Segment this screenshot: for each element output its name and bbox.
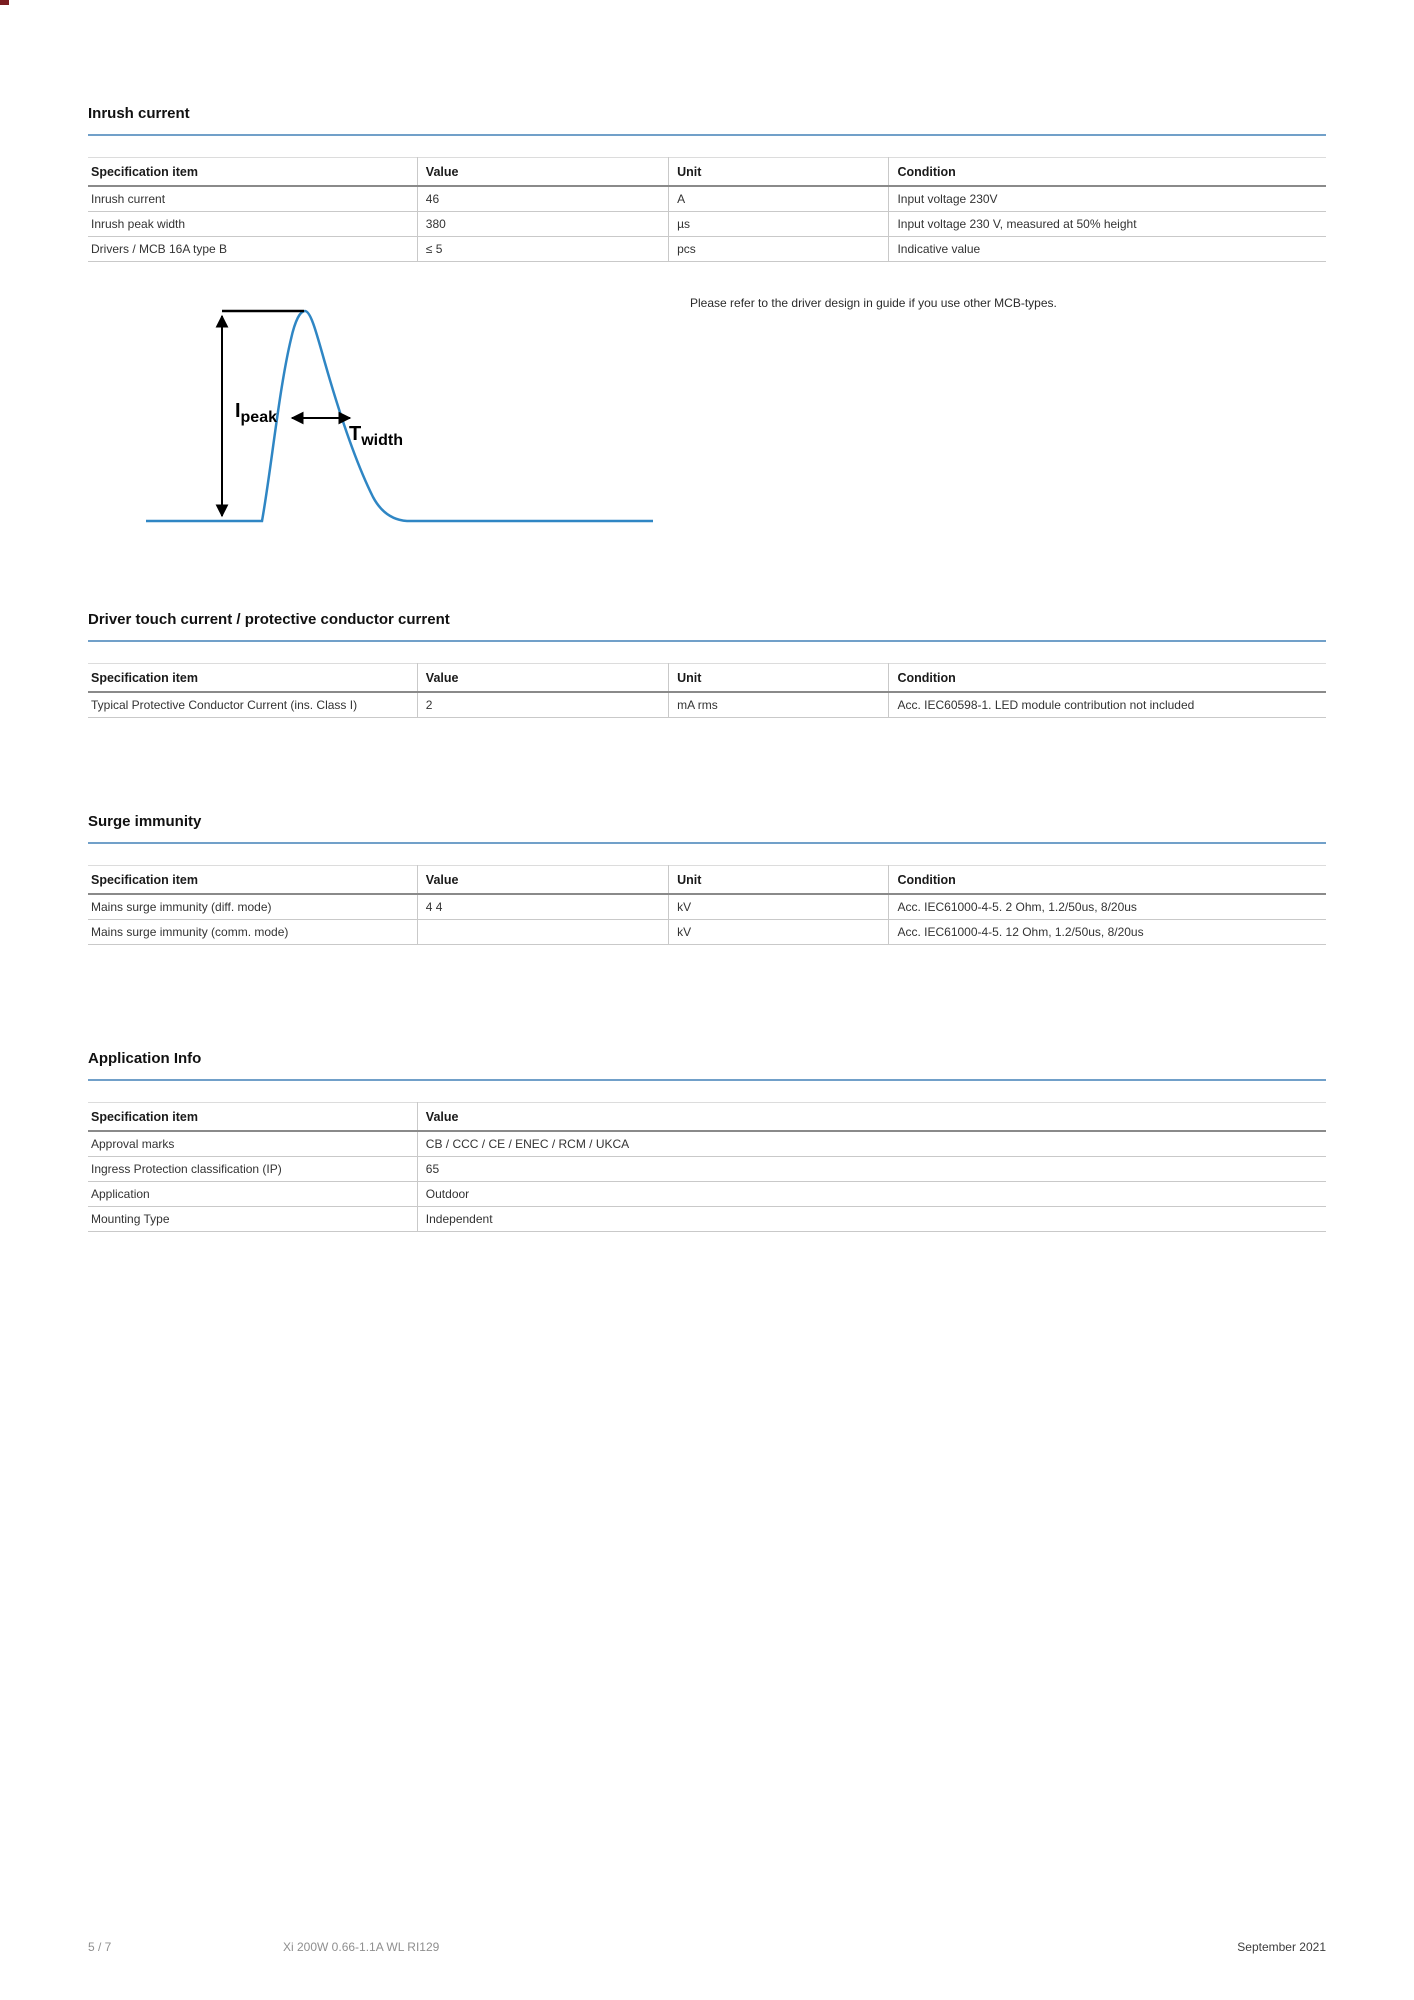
column-header: Unit: [669, 158, 889, 187]
table-cell: Approval marks: [88, 1131, 417, 1157]
table-row: [88, 692, 1326, 718]
mcb-note: Please refer to the driver design in guide if you use other MCB-types.: [690, 296, 1057, 310]
datasheet-page-content: [88, 0, 1326, 1232]
table-cell: Input voltage 230V: [889, 186, 1326, 212]
column-header: Value: [417, 158, 668, 187]
inrush-current-table: [88, 157, 1326, 262]
table-cell: pcs: [669, 237, 889, 262]
table-cell: Ingress Protection classification (IP): [88, 1157, 417, 1182]
column-header: Condition: [889, 866, 1326, 895]
table-cell: Acc. IEC61000-4-5. 12 Ohm, 1.2/50us, 8/20us: [889, 920, 1326, 945]
table-cell: Outdoor: [417, 1182, 1326, 1207]
ipeak-label: [145, 400, 277, 426]
section-title-surge: Surge immunity: [88, 813, 202, 830]
table-cell: ≤ 5: [417, 237, 668, 262]
publication-date: September 2021: [1237, 1940, 1326, 1954]
table-cell: Input voltage 230 V, measured at 50% height: [889, 212, 1326, 237]
column-header: Specification item: [88, 866, 417, 895]
header-row: [88, 1103, 1326, 1132]
section-surge-immunity: [88, 813, 1326, 945]
section-application-info: [88, 1050, 1326, 1232]
header-row: [88, 866, 1326, 895]
table-cell: kV: [669, 894, 889, 920]
twidth-label-base: T: [349, 423, 362, 445]
table-row: [88, 920, 1326, 945]
table-row: [88, 1182, 1326, 1207]
column-header: Specification item: [88, 158, 417, 187]
touch-current-table: [88, 663, 1326, 718]
product-name: Xi 200W 0.66-1.1A WL RI129: [283, 1940, 440, 1954]
table-cell: Inrush peak width: [88, 212, 417, 237]
section-divider: [88, 134, 1326, 136]
table-cell: A: [669, 186, 889, 212]
table-row: [88, 237, 1326, 262]
section-inrush-current: [88, 105, 1326, 531]
table-row: [88, 1131, 1326, 1157]
table-cell: 46: [417, 186, 668, 212]
table-cell: mA rms: [669, 692, 889, 718]
application-info-table: [88, 1102, 1326, 1232]
column-header: Value: [417, 664, 668, 693]
table-cell: 2: [417, 692, 668, 718]
table-cell: Typical Protective Conductor Current (ins. Class I): [88, 692, 417, 718]
table-cell: Acc. IEC61000-4-5. 2 Ohm, 1.2/50us, 8/20us: [889, 894, 1326, 920]
table-cell: Indicative value: [889, 237, 1326, 262]
ipeak-label-base: I: [234, 400, 241, 422]
twidth-label-sub: width: [361, 432, 403, 449]
table-row: [88, 186, 1326, 212]
table-cell: µs: [669, 212, 889, 237]
section-title-application: Application Info: [88, 1050, 202, 1067]
column-header: Value: [417, 866, 668, 895]
table-row: [88, 894, 1326, 920]
table-cell: Inrush current: [88, 186, 417, 212]
table-row: [88, 1157, 1326, 1182]
table-cell: [417, 920, 668, 945]
column-header: Condition: [889, 158, 1326, 187]
table-row: [88, 212, 1326, 237]
ipeak-label-sub: peak: [240, 409, 277, 426]
column-header: Specification item: [88, 1103, 417, 1132]
header-row: [88, 158, 1326, 187]
table-cell: CB / CCC / CE / ENEC / RCM / UKCA: [417, 1131, 1326, 1157]
table-cell: kV: [669, 920, 889, 945]
table-cell: Mains surge immunity (diff. mode): [88, 894, 417, 920]
table-cell: Mains surge immunity (comm. mode): [88, 920, 417, 945]
section-divider: [88, 640, 1326, 642]
section-driver-touch-current: [88, 611, 1326, 718]
table-cell: Application: [88, 1182, 417, 1207]
surge-immunity-table: [88, 865, 1326, 945]
section-divider: [88, 1079, 1326, 1081]
table-cell: 65: [417, 1157, 1326, 1182]
table-cell: Independent: [417, 1207, 1326, 1232]
table-row: [88, 1207, 1326, 1232]
column-header: Specification item: [88, 664, 417, 693]
page-corner-mark: [0, 0, 9, 5]
column-header: Unit: [669, 664, 889, 693]
column-header: Unit: [669, 866, 889, 895]
column-header: Condition: [889, 664, 1326, 693]
section-divider: [88, 842, 1326, 844]
section-title-inrush: Inrush current: [88, 105, 190, 122]
page-footer: [88, 1940, 1326, 1956]
table-cell: 4 4: [417, 894, 668, 920]
table-cell: Mounting Type: [88, 1207, 417, 1232]
section-title-touch: Driver touch current / protective conductor current: [88, 611, 450, 628]
column-header: Value: [417, 1103, 1326, 1132]
header-row: [88, 664, 1326, 693]
page-number: 5 / 7: [88, 1940, 112, 1954]
inrush-figure-block: [88, 296, 1326, 531]
table-cell: Drivers / MCB 16A type B: [88, 237, 417, 262]
table-cell: 380: [417, 212, 668, 237]
table-cell: Acc. IEC60598-1. LED module contribution not included: [889, 692, 1326, 718]
twidth-label: [349, 423, 403, 449]
